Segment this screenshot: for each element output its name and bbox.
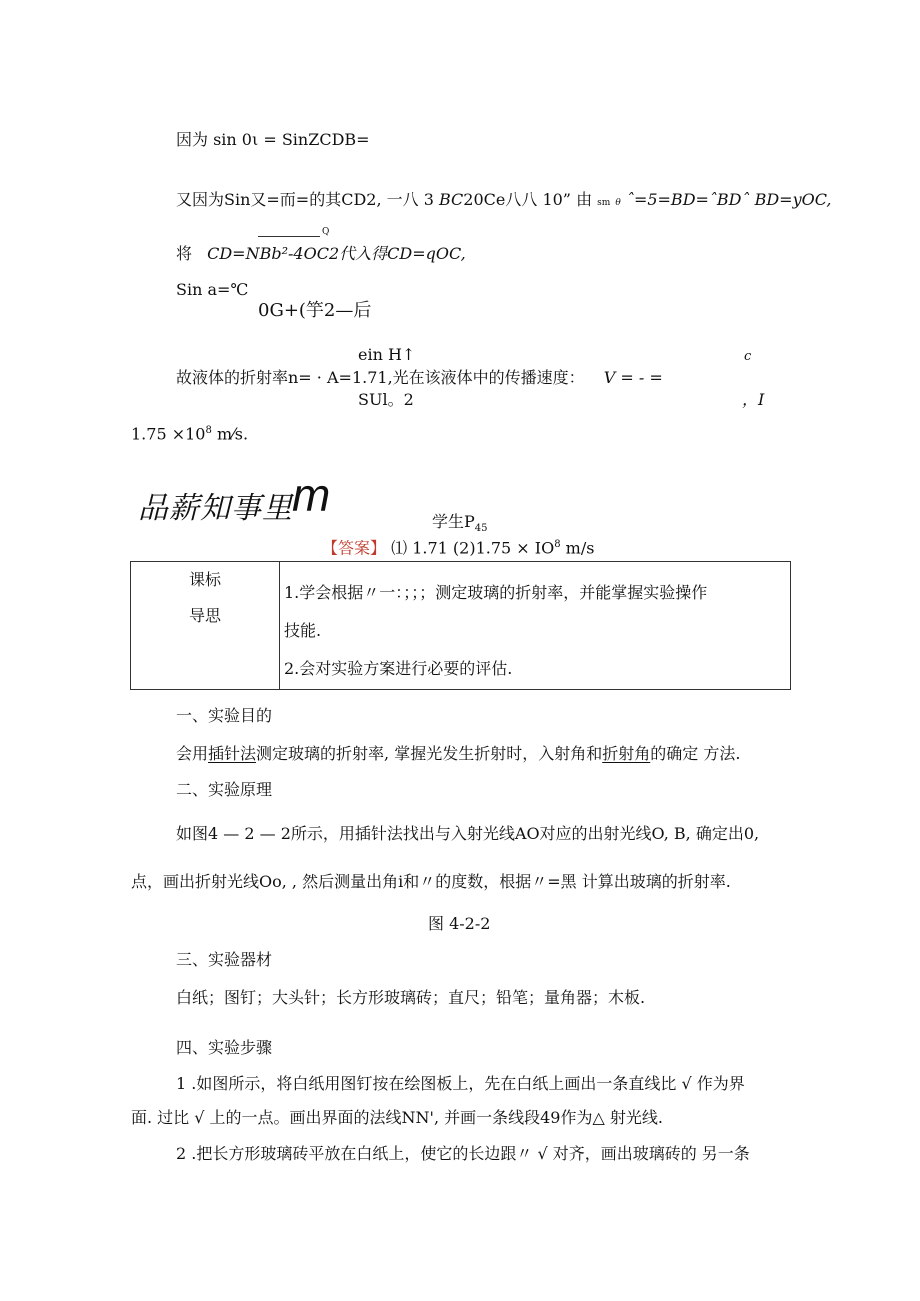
student-page-ref: [432, 514, 488, 534]
line-7-part-c: V = - =: [603, 368, 663, 387]
s1-text-b: 测定玻璃的折射率, 掌握光发生折射时，入射角和: [256, 744, 603, 763]
student-ref-sub: 45: [474, 523, 488, 535]
overline-rule: [258, 236, 320, 237]
line-2-part-f: ˆ=5=BD=ˆBDˆ BD=yOC,: [625, 190, 832, 209]
answer-text: ⑴ 1.71 (2)1.75 × IO: [386, 538, 555, 558]
answer-line: [322, 540, 594, 556]
section-2-title: 二、实验原理: [176, 780, 273, 799]
line-3-part-a: 将: [176, 244, 193, 263]
derivation-line-4: Sin a=℃: [176, 280, 249, 299]
step-2-line-1: 2 .把长方形玻璃砖平放在白纸上，使它的长边跟〃 √ 对齐，画出玻璃砖的 另一条: [176, 1144, 750, 1163]
derivation-line-3: [176, 246, 466, 262]
line-2-part-d: sm: [597, 198, 611, 208]
section-2-paragraph-2: 点，画出折射光线Oo, , 然后测量出角i和〃的度数，根据〃=黑 计算出玻璃的折射率.: [131, 872, 731, 891]
goal-table-content-cell: [280, 562, 791, 690]
line-7-part-b: 1.71,光在该液体中的传播速度：: [351, 368, 585, 387]
derivation-line-9: [131, 426, 248, 442]
section-4-title: 四、实验步骤: [176, 1038, 273, 1057]
line-8-part-a: SUl。2: [358, 390, 414, 409]
section-heading-letter: m: [292, 469, 331, 521]
line-2-part-a: 又因为Sin又=而=的其CD2, 一八 3: [176, 190, 434, 209]
derivation-line-2: [176, 192, 832, 208]
s1-text-a: 会用: [176, 744, 209, 763]
s1-underline-1: 插针法: [208, 744, 257, 763]
line-8-right: ，I: [742, 390, 765, 409]
line-2-part-c: 20Ce八八 10” 由: [463, 190, 593, 209]
goal-label-2: 导思: [188, 606, 221, 625]
line-3-part-b: CD=NBb²-4OC2代入得CD=qOC,: [207, 244, 466, 263]
goal-line-3: 2.会对实验方案进行必要的评估.: [284, 659, 513, 678]
derivation-line-7: [176, 370, 663, 386]
section-heading: 品薪知事里: [138, 492, 293, 525]
section-1-paragraph: [176, 746, 740, 762]
derivation-line-1: 因为 sin 0ι = SinZCDB=: [176, 130, 370, 149]
figure-caption: 图 4-2-2: [428, 914, 491, 933]
line-9-superscript: 8: [205, 425, 212, 436]
answer-unit: m/s: [560, 538, 595, 558]
goal-label-1: 课标: [188, 570, 221, 589]
goal-table-label-cell: [131, 562, 280, 690]
answer-superscript: 8: [554, 539, 561, 550]
line-9-part-c: m⁄s.: [211, 424, 249, 444]
derivation-line-8: [358, 392, 414, 408]
goal-line-1: 1.学会根据〃一：；；；测定玻璃的折射率，并能掌握实验操作: [284, 583, 708, 602]
s1-text-c: 的确定 方法.: [650, 744, 741, 763]
step-1-line-2: 面. 过比 √ 上的一点。画出界面的法线NN', 并画一条线段49作为△ 射光线.: [131, 1108, 663, 1127]
section-3-title: 三、实验器材: [176, 950, 273, 969]
line-9-part-a: 1.75 ×10: [131, 424, 206, 444]
section-1-title: 一、实验目的: [176, 706, 273, 725]
derivation-line-6: [358, 347, 415, 363]
student-ref-text: 学生P: [432, 512, 475, 531]
s1-underline-2: 折射角: [602, 744, 651, 763]
section-2-paragraph-1: 如图4 — 2 — 2所示，用插针法找出与入射光线AO对应的出射光线O, B, 确定出0,: [176, 824, 760, 843]
line-6-right: c: [744, 349, 752, 364]
line-2-part-e: θ: [615, 198, 621, 208]
line-2-part-b: BC: [438, 190, 464, 209]
answer-tag: 【答案】: [322, 538, 387, 558]
line-7-part-a: 故液体的折射率n= · A=: [176, 368, 352, 387]
section-3-paragraph: 白纸；图钉；大头针；长方形玻璃砖；直尺；铅笔；量角器；木板.: [176, 988, 646, 1007]
goal-table: [130, 561, 791, 690]
q-mark: Q: [322, 227, 330, 237]
step-1-line-1: 1 .如图所示，将白纸用图钉按在绘图板上，先在白纸上画出一条直线比 √ 作为界: [176, 1074, 745, 1093]
goal-line-2: 技能.: [284, 621, 322, 640]
derivation-line-5: 0G+(竽2—后: [258, 300, 372, 321]
line-6-part-a: ein H↑: [358, 345, 416, 364]
